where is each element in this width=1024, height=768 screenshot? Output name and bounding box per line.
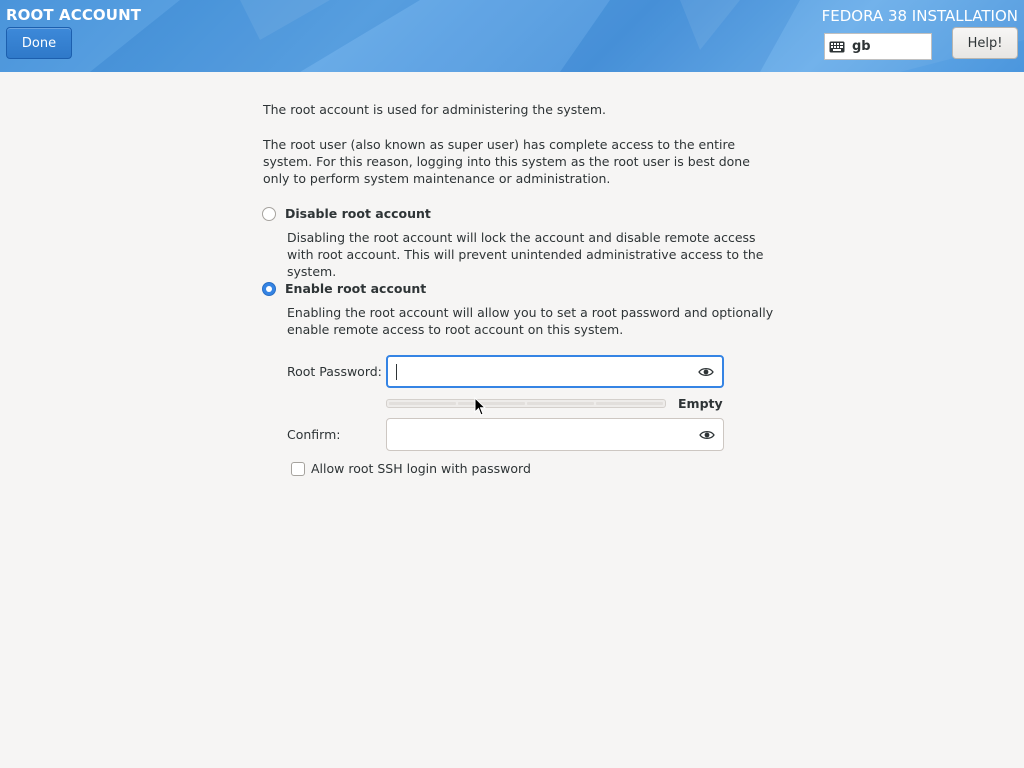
disable-root-description: Disabling the root account will lock the account and disable remote access with root account. This will prevent unintended administrative access to the system.: [287, 230, 764, 279]
strength-segment: [527, 402, 594, 405]
help-button[interactable]: Help!: [952, 27, 1018, 59]
root-password-label: Root Password:: [287, 364, 382, 379]
header-bar: [0, 0, 1024, 72]
product-title: FEDORA 38 INSTALLATION: [821, 7, 1018, 25]
done-button[interactable]: Done: [6, 27, 72, 59]
disable-root-label[interactable]: Disable root account: [285, 206, 431, 221]
eye-icon[interactable]: [698, 366, 714, 378]
confirm-password-input[interactable]: [386, 418, 724, 451]
intro-text: The root account is used for administering the system.: [263, 102, 607, 117]
allow-root-ssh-label[interactable]: Allow root SSH login with password: [311, 461, 531, 476]
disable-root-radio[interactable]: [262, 207, 276, 221]
strength-segment: [458, 402, 525, 405]
password-strength-label: Empty: [678, 396, 723, 411]
enable-root-option[interactable]: [262, 281, 426, 296]
eye-icon[interactable]: [699, 429, 715, 441]
confirm-password-label: Confirm:: [287, 427, 341, 442]
password-strength-meter: [386, 399, 666, 408]
disable-root-option[interactable]: [262, 206, 431, 221]
details-text: The root user (also known as super user) has complete access to the entire system. For this reason, logging into this system as the root user is best done only to perform system maintenance or administration.: [263, 137, 750, 186]
strength-segment: [389, 402, 456, 405]
mouse-pointer-icon: [474, 397, 486, 417]
keyboard-layout-indicator[interactable]: [824, 33, 932, 60]
keyboard-layout-label: gb: [852, 39, 871, 54]
enable-root-label[interactable]: Enable root account: [285, 281, 427, 296]
text-caret: [396, 364, 397, 380]
keyboard-icon: [829, 41, 845, 53]
strength-segment: [596, 402, 663, 405]
spoke-title: ROOT ACCOUNT: [6, 6, 142, 24]
enable-root-radio[interactable]: [262, 282, 276, 296]
allow-root-ssh-option[interactable]: [291, 461, 531, 476]
root-password-input[interactable]: [386, 355, 724, 388]
enable-root-description: Enabling the root account will allow you to set a root password and optionally enable remote access to root account on this system.: [287, 305, 774, 337]
allow-root-ssh-checkbox[interactable]: [291, 462, 305, 476]
